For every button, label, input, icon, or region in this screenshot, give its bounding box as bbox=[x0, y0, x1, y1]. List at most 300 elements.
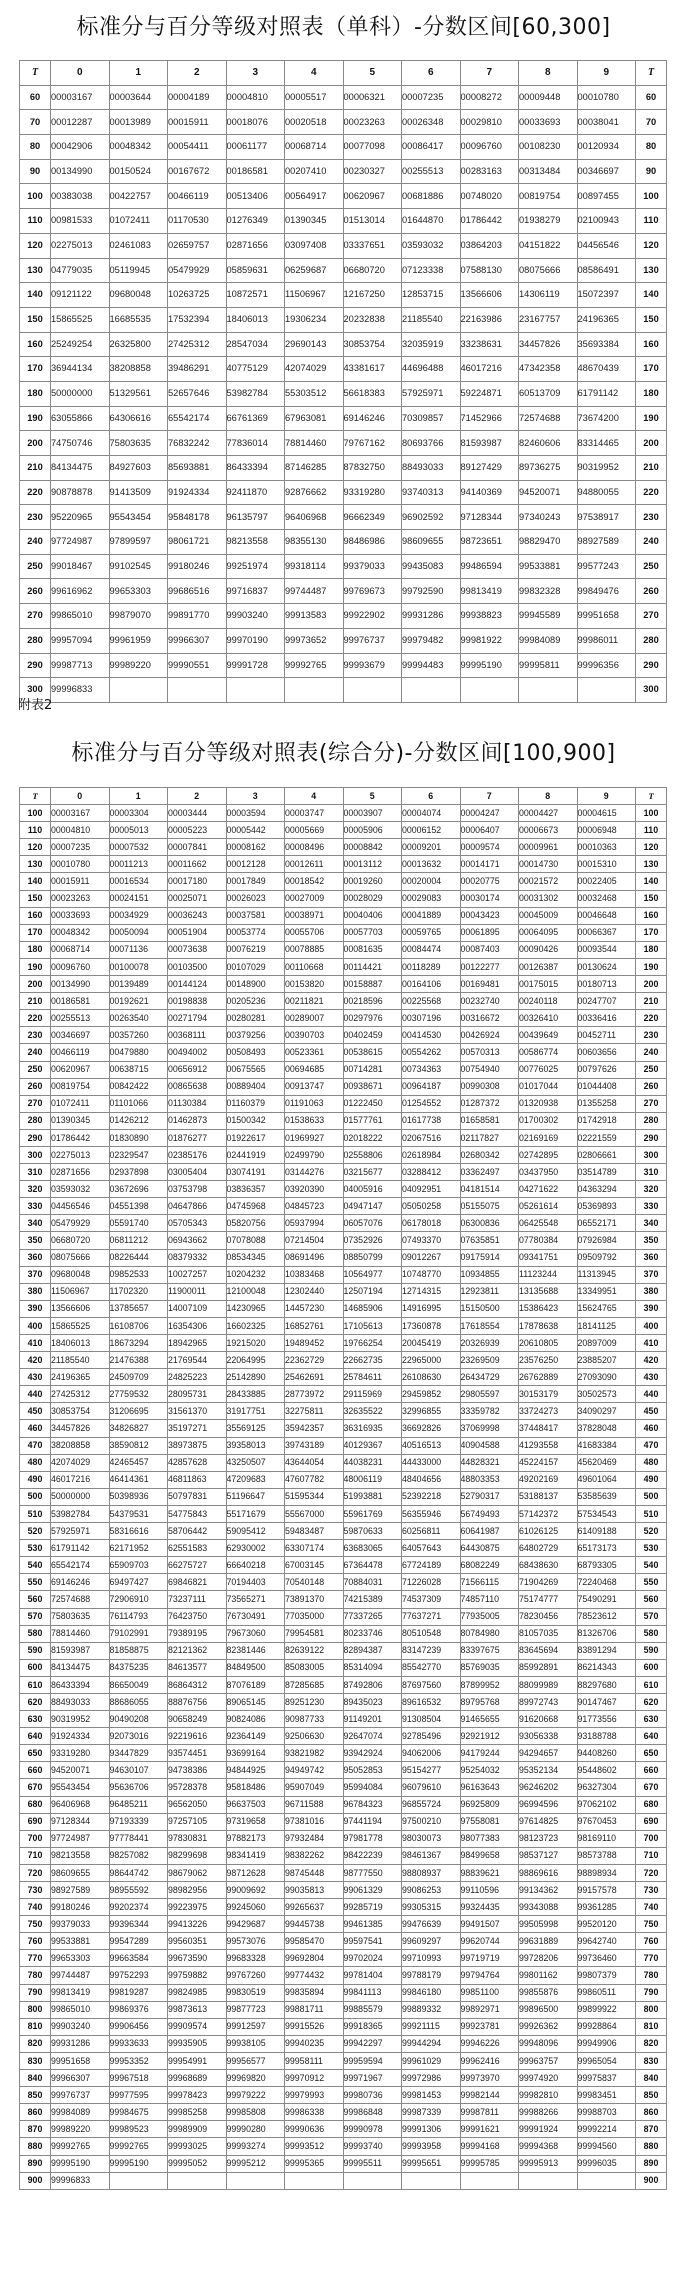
percentile-cell: 00118289 bbox=[402, 958, 461, 975]
percentile-cell: 99995190 bbox=[460, 653, 519, 678]
percentile-cell: 28773972 bbox=[285, 1386, 344, 1403]
percentile-cell: 99609297 bbox=[402, 1933, 461, 1950]
percentile-cell: 00081635 bbox=[343, 941, 402, 958]
percentile-cell: 95052853 bbox=[343, 1762, 402, 1779]
percentile-cell: 00390703 bbox=[285, 1027, 344, 1044]
percentile-cell: 99987339 bbox=[402, 2104, 461, 2121]
percentile-cell: 48404656 bbox=[402, 1471, 461, 1488]
percentile-cell: 99788179 bbox=[402, 1967, 461, 1984]
percentile-cell: 99835894 bbox=[285, 1984, 344, 2001]
percentile-cell: 97538917 bbox=[577, 505, 636, 530]
percentile-cell: 01254552 bbox=[402, 1095, 461, 1112]
table-row bbox=[20, 1659, 667, 1676]
row-label: 890 bbox=[20, 2155, 51, 2172]
percentile-cell: 00230327 bbox=[343, 159, 402, 184]
percentile-cell: 07493370 bbox=[402, 1232, 461, 1249]
percentile-cell: 99245060 bbox=[226, 1899, 285, 1916]
row-label-right: 820 bbox=[636, 2035, 667, 2052]
table-row bbox=[20, 2172, 667, 2189]
percentile-cell: 99995811 bbox=[519, 653, 578, 678]
percentile-cell: 04271622 bbox=[519, 1181, 578, 1198]
percentile-cell: 58316616 bbox=[109, 1523, 168, 1540]
percentile-cell: 13785657 bbox=[109, 1300, 168, 1317]
row-label: 220 bbox=[20, 480, 51, 505]
row-label: 530 bbox=[20, 1540, 51, 1557]
percentile-cell: 05369893 bbox=[577, 1198, 636, 1215]
percentile-cell: 90319952 bbox=[51, 1711, 110, 1728]
row-label: 850 bbox=[20, 2087, 51, 2104]
percentile-cell: 00107029 bbox=[226, 958, 285, 975]
percentile-cell: 00033693 bbox=[51, 907, 110, 924]
percentile-cell: 20897009 bbox=[577, 1335, 636, 1352]
table-row bbox=[20, 431, 667, 456]
percentile-cell: 99949906 bbox=[577, 2035, 636, 2052]
percentile-cell: 56749493 bbox=[460, 1505, 519, 1522]
row-label-right: 510 bbox=[636, 1505, 667, 1522]
percentile-cell: 27759532 bbox=[109, 1386, 168, 1403]
percentile-cell: 99520120 bbox=[577, 1916, 636, 1933]
percentile-cell: 98169110 bbox=[577, 1830, 636, 1847]
percentile-cell: 00126387 bbox=[519, 958, 578, 975]
percentile-cell: 15150500 bbox=[460, 1300, 519, 1317]
row-label: 260 bbox=[20, 579, 51, 604]
percentile-cell: 59483487 bbox=[285, 1523, 344, 1540]
percentile-cell: 71904269 bbox=[519, 1574, 578, 1591]
percentile-cell: 10748770 bbox=[402, 1266, 461, 1283]
row-label: 720 bbox=[20, 1864, 51, 1881]
percentile-cell: 99343088 bbox=[519, 1899, 578, 1916]
percentile-cell: 52392218 bbox=[402, 1488, 461, 1505]
percentile-cell bbox=[109, 2172, 168, 2189]
header-corner: T bbox=[636, 788, 667, 805]
percentile-cell: 00016534 bbox=[109, 873, 168, 890]
percentile-cell: 94880055 bbox=[577, 480, 636, 505]
percentile-cell: 89435023 bbox=[343, 1693, 402, 1710]
percentile-cell: 99832328 bbox=[519, 579, 578, 604]
row-label: 550 bbox=[20, 1574, 51, 1591]
percentile-cell: 00797626 bbox=[577, 1061, 636, 1078]
table-row bbox=[20, 1044, 667, 1061]
row-label: 780 bbox=[20, 1967, 51, 1984]
percentile-cell: 94949742 bbox=[285, 1762, 344, 1779]
percentile-cell: 99921115 bbox=[402, 2018, 461, 2035]
percentile-cell: 67364478 bbox=[343, 1557, 402, 1574]
percentile-cell: 87285685 bbox=[285, 1676, 344, 1693]
table-row bbox=[20, 1061, 667, 1078]
percentile-cell: 66275727 bbox=[168, 1557, 227, 1574]
percentile-cell: 99918365 bbox=[343, 2018, 402, 2035]
percentile-cell: 00066367 bbox=[577, 924, 636, 941]
row-label: 630 bbox=[20, 1711, 51, 1728]
percentile-cell: 99946226 bbox=[460, 2035, 519, 2052]
header-digit: 6 bbox=[402, 61, 461, 86]
percentile-cell: 96079610 bbox=[402, 1779, 461, 1796]
percentile-cell: 99035813 bbox=[285, 1882, 344, 1899]
percentile-cell: 00003644 bbox=[109, 85, 168, 110]
row-label: 280 bbox=[20, 628, 51, 653]
percentile-cell: 99988266 bbox=[519, 2104, 578, 2121]
percentile-cell: 83314465 bbox=[577, 431, 636, 456]
percentile-cell: 39358013 bbox=[226, 1437, 285, 1454]
table-row bbox=[20, 1882, 667, 1899]
percentile-cell: 00005517 bbox=[285, 85, 344, 110]
percentile-cell: 02018222 bbox=[343, 1129, 402, 1146]
percentile-cell: 99994560 bbox=[577, 2138, 636, 2155]
percentile-cell: 00006948 bbox=[577, 822, 636, 839]
percentile-cell: 46017216 bbox=[51, 1471, 110, 1488]
header-digit: 9 bbox=[577, 61, 636, 86]
percentile-cell: 82381446 bbox=[226, 1642, 285, 1659]
row-label: 100 bbox=[20, 805, 51, 822]
percentile-cell bbox=[460, 2172, 519, 2189]
percentile-cell: 93319280 bbox=[343, 480, 402, 505]
percentile-cell: 60256811 bbox=[402, 1523, 461, 1540]
percentile-cell: 05479929 bbox=[51, 1215, 110, 1232]
percentile-cell: 00255513 bbox=[51, 1010, 110, 1027]
percentile-cell: 00964187 bbox=[402, 1078, 461, 1095]
percentile-cell: 01658581 bbox=[460, 1112, 519, 1129]
percentile-cell: 23885207 bbox=[577, 1352, 636, 1369]
percentile-cell: 98982956 bbox=[168, 1882, 227, 1899]
row-label-right: 610 bbox=[636, 1676, 667, 1693]
percentile-cell: 00004427 bbox=[519, 805, 578, 822]
row-label: 130 bbox=[20, 258, 51, 283]
percentile-cell: 02275013 bbox=[51, 233, 110, 258]
percentile-cell: 99379033 bbox=[343, 554, 402, 579]
row-label-right: 450 bbox=[636, 1403, 667, 1420]
row-label-right: 230 bbox=[636, 505, 667, 530]
percentile-cell: 00564917 bbox=[285, 184, 344, 209]
percentile-cell: 65542174 bbox=[168, 406, 227, 431]
percentile-cell: 10263725 bbox=[168, 283, 227, 308]
table-row bbox=[20, 653, 667, 678]
row-label: 280 bbox=[20, 1112, 51, 1129]
percentile-cell: 01786442 bbox=[51, 1129, 110, 1146]
percentile-cell: 98461367 bbox=[402, 1847, 461, 1864]
percentile-cell: 97257105 bbox=[168, 1813, 227, 1830]
percentile-cell: 99954991 bbox=[168, 2052, 227, 2069]
percentile-cell: 99683328 bbox=[226, 1950, 285, 1967]
percentile-cell: 40516513 bbox=[402, 1437, 461, 1454]
percentile-cell: 99977595 bbox=[109, 2087, 168, 2104]
table-row bbox=[20, 579, 667, 604]
header-digit: 4 bbox=[285, 788, 344, 805]
percentile-cell: 99461385 bbox=[343, 1916, 402, 1933]
table-row bbox=[20, 1523, 667, 1540]
percentile-cell: 99995511 bbox=[343, 2155, 402, 2172]
percentile-cell: 57925971 bbox=[402, 381, 461, 406]
percentile-cell: 99958111 bbox=[285, 2052, 344, 2069]
percentile-cell: 99102545 bbox=[109, 554, 168, 579]
percentile-cell: 97193339 bbox=[109, 1813, 168, 1830]
percentile-cell: 52657646 bbox=[168, 381, 227, 406]
percentile-cell: 00055706 bbox=[285, 924, 344, 941]
percentile-cell: 11313945 bbox=[577, 1266, 636, 1283]
percentile-cell: 02937898 bbox=[109, 1164, 168, 1181]
percentile-cell: 00071136 bbox=[109, 941, 168, 958]
header-digit: 0 bbox=[51, 61, 110, 86]
header-digit: 2 bbox=[168, 61, 227, 86]
table-row bbox=[20, 1164, 667, 1181]
percentile-cell: 39486291 bbox=[168, 357, 227, 382]
percentile-cell: 00010363 bbox=[577, 839, 636, 856]
percentile-cell: 88493033 bbox=[51, 1693, 110, 1710]
percentile-cell: 00283163 bbox=[460, 159, 519, 184]
table-row bbox=[20, 678, 667, 703]
percentile-cell: 06259687 bbox=[285, 258, 344, 283]
percentile-cell: 94520071 bbox=[51, 1762, 110, 1779]
percentile-cell: 00076219 bbox=[226, 941, 285, 958]
percentile-cell: 00538615 bbox=[343, 1044, 402, 1061]
percentile-cell: 99965054 bbox=[577, 2052, 636, 2069]
header-digit: 8 bbox=[519, 61, 578, 86]
percentile-cell: 27425312 bbox=[168, 332, 227, 357]
row-label-right: 880 bbox=[636, 2138, 667, 2155]
percentile-cell: 10383468 bbox=[285, 1266, 344, 1283]
percentile-cell: 92073016 bbox=[109, 1728, 168, 1745]
percentile-cell: 99989523 bbox=[109, 2121, 168, 2138]
percentile-cell: 91465655 bbox=[460, 1711, 519, 1728]
row-label: 160 bbox=[20, 907, 51, 924]
percentile-cell: 99987811 bbox=[460, 2104, 519, 2121]
row-label: 600 bbox=[20, 1659, 51, 1676]
percentile-cell: 70540148 bbox=[285, 1574, 344, 1591]
percentile-cell: 99968689 bbox=[168, 2070, 227, 2087]
row-label: 360 bbox=[20, 1249, 51, 1266]
percentile-cell: 99931286 bbox=[402, 604, 461, 629]
percentile-cell: 00026023 bbox=[226, 890, 285, 907]
percentile-cell: 99616962 bbox=[51, 579, 110, 604]
percentile-cell: 68438630 bbox=[519, 1557, 578, 1574]
percentile-cell: 14916995 bbox=[402, 1300, 461, 1317]
percentile-cell: 89616532 bbox=[402, 1693, 461, 1710]
percentile-cell: 00023263 bbox=[51, 890, 110, 907]
table-row bbox=[20, 1796, 667, 1813]
percentile-cell: 20045419 bbox=[402, 1335, 461, 1352]
percentile-cell: 65542174 bbox=[51, 1557, 110, 1574]
percentile-cell: 99995190 bbox=[109, 2155, 168, 2172]
percentile-cell: 00003167 bbox=[51, 85, 110, 110]
percentile-cell: 99982810 bbox=[519, 2087, 578, 2104]
row-label-right: 380 bbox=[636, 1283, 667, 1300]
table-row bbox=[20, 505, 667, 530]
row-label: 110 bbox=[20, 822, 51, 839]
percentile-cell: 59224871 bbox=[460, 381, 519, 406]
percentile-cell: 85314094 bbox=[343, 1659, 402, 1676]
percentile-cell: 00009961 bbox=[519, 839, 578, 856]
percentile-cell: 99953352 bbox=[109, 2052, 168, 2069]
percentile-cell bbox=[109, 678, 168, 703]
percentile-cell: 00620967 bbox=[51, 1061, 110, 1078]
percentile-cell: 66761369 bbox=[226, 406, 285, 431]
percentile-cell: 01969927 bbox=[285, 1129, 344, 1146]
percentile-cell: 67963081 bbox=[285, 406, 344, 431]
row-label-right: 190 bbox=[636, 406, 667, 431]
percentile-cell: 99642740 bbox=[577, 1933, 636, 1950]
percentile-cell: 99710993 bbox=[402, 1950, 461, 1967]
percentile-cell: 14007109 bbox=[168, 1300, 227, 1317]
percentile-cell: 00011662 bbox=[168, 856, 227, 873]
row-label-right: 780 bbox=[636, 1967, 667, 1984]
percentile-cell: 98723651 bbox=[460, 530, 519, 555]
percentile-cell: 00211821 bbox=[285, 993, 344, 1010]
percentile-cell: 99935905 bbox=[168, 2035, 227, 2052]
percentile-cell: 03337651 bbox=[343, 233, 402, 258]
percentile-cell: 33359782 bbox=[460, 1403, 519, 1420]
percentile-cell: 55961769 bbox=[343, 1505, 402, 1522]
percentile-cell: 23269509 bbox=[460, 1352, 519, 1369]
percentile-cell: 99663584 bbox=[109, 1950, 168, 1967]
percentile-cell: 99992214 bbox=[577, 2121, 636, 2138]
row-label: 210 bbox=[20, 993, 51, 1010]
percentile-cell: 00012611 bbox=[285, 856, 344, 873]
row-label: 500 bbox=[20, 1488, 51, 1505]
percentile-cell: 00122277 bbox=[460, 958, 519, 975]
percentile-cell: 90658249 bbox=[168, 1711, 227, 1728]
percentile-cell: 00003907 bbox=[343, 805, 402, 822]
row-label-right: 520 bbox=[636, 1523, 667, 1540]
percentile-cell: 55567000 bbox=[285, 1505, 344, 1522]
row-label-right: 260 bbox=[636, 1078, 667, 1095]
percentile-cell: 00865638 bbox=[168, 1078, 227, 1095]
percentile-cell: 17360878 bbox=[402, 1317, 461, 1334]
percentile-cell: 99993025 bbox=[168, 2138, 227, 2155]
percentile-cell: 74215389 bbox=[343, 1591, 402, 1608]
percentile-cell: 27425312 bbox=[51, 1386, 110, 1403]
row-label-right: 270 bbox=[636, 604, 667, 629]
percentile-cell: 99903240 bbox=[226, 604, 285, 629]
percentile-cell: 00077098 bbox=[343, 135, 402, 160]
percentile-cell: 16354306 bbox=[168, 1317, 227, 1334]
percentile-cell: 99995651 bbox=[402, 2155, 461, 2172]
percentile-cell: 18406013 bbox=[226, 307, 285, 332]
percentile-cell: 98777550 bbox=[343, 1864, 402, 1881]
percentile-cell: 99989220 bbox=[51, 2121, 110, 2138]
percentile-cell: 90147467 bbox=[577, 1693, 636, 1710]
table-row bbox=[20, 1471, 667, 1488]
percentile-cell: 30502573 bbox=[577, 1386, 636, 1403]
percentile-cell: 00307196 bbox=[402, 1010, 461, 1027]
percentile-cell: 71566115 bbox=[460, 1574, 519, 1591]
percentile-cell: 99744487 bbox=[51, 1967, 110, 1984]
percentile-cell: 96902592 bbox=[402, 505, 461, 530]
percentile-cell: 99807379 bbox=[577, 1967, 636, 1984]
row-label-right: 280 bbox=[636, 1112, 667, 1129]
percentile-cell: 01072411 bbox=[51, 1095, 110, 1112]
header-digit: 5 bbox=[343, 61, 402, 86]
percentile-cell: 99767260 bbox=[226, 1967, 285, 1984]
percentile-cell: 88493033 bbox=[402, 456, 461, 481]
percentile-cell: 00005906 bbox=[343, 822, 402, 839]
percentile-cell: 07926984 bbox=[577, 1232, 636, 1249]
row-label: 570 bbox=[20, 1608, 51, 1625]
row-label-right: 460 bbox=[636, 1420, 667, 1437]
percentile-cell: 96994596 bbox=[519, 1796, 578, 1813]
percentile-cell: 00012128 bbox=[226, 856, 285, 873]
percentile-cell: 55171679 bbox=[226, 1505, 285, 1522]
header-digit: 0 bbox=[51, 788, 110, 805]
percentile-cell: 99086253 bbox=[402, 1882, 461, 1899]
percentile-cell: 93740313 bbox=[402, 480, 461, 505]
percentile-cell: 12714315 bbox=[402, 1283, 461, 1300]
percentile-cell: 03514789 bbox=[577, 1164, 636, 1181]
percentile-cell: 00046648 bbox=[577, 907, 636, 924]
percentile-cell: 97500210 bbox=[402, 1813, 461, 1830]
percentile-cell: 59095412 bbox=[226, 1523, 285, 1540]
table-row bbox=[20, 2018, 667, 2035]
percentile-cell: 05050258 bbox=[402, 1198, 461, 1215]
percentile-cell: 80784980 bbox=[460, 1625, 519, 1642]
percentile-cell: 74750746 bbox=[51, 431, 110, 456]
percentile-cell: 00003167 bbox=[51, 805, 110, 822]
percentile-cell: 05479929 bbox=[168, 258, 227, 283]
percentile-cell: 00754940 bbox=[460, 1061, 519, 1078]
percentile-cell: 35197271 bbox=[168, 1420, 227, 1437]
percentile-cell: 99849476 bbox=[577, 579, 636, 604]
percentile-cell: 00024151 bbox=[109, 890, 168, 907]
percentile-cell: 34826827 bbox=[109, 1420, 168, 1437]
percentile-cell: 01170530 bbox=[168, 209, 227, 234]
row-label-right: 700 bbox=[636, 1830, 667, 1847]
table-row bbox=[20, 381, 667, 406]
percentile-cell: 19215020 bbox=[226, 1335, 285, 1352]
percentile-cell: 16685535 bbox=[109, 307, 168, 332]
percentile-cell: 00734363 bbox=[402, 1061, 461, 1078]
percentile-cell: 97340243 bbox=[519, 505, 578, 530]
table-row bbox=[20, 856, 667, 873]
row-label: 150 bbox=[20, 307, 51, 332]
row-label: 340 bbox=[20, 1215, 51, 1232]
percentile-cell: 00034929 bbox=[109, 907, 168, 924]
percentile-cell: 92219616 bbox=[168, 1728, 227, 1745]
percentile-cell: 98955592 bbox=[109, 1882, 168, 1899]
row-label: 200 bbox=[20, 431, 51, 456]
percentile-cell: 79673060 bbox=[226, 1625, 285, 1642]
row-label: 120 bbox=[20, 233, 51, 258]
table-row bbox=[20, 1899, 667, 1916]
percentile-cell: 02742895 bbox=[519, 1146, 578, 1163]
percentile-cell: 79954581 bbox=[285, 1625, 344, 1642]
percentile-cell: 99994483 bbox=[402, 653, 461, 678]
percentile-cell: 34457826 bbox=[519, 332, 578, 357]
table-row bbox=[20, 839, 667, 856]
percentile-cell bbox=[343, 678, 402, 703]
percentile-cell: 84613577 bbox=[168, 1659, 227, 1676]
percentile-cell: 00045009 bbox=[519, 907, 578, 924]
percentile-cell: 00144124 bbox=[168, 976, 227, 993]
percentile-cell: 99979993 bbox=[285, 2087, 344, 2104]
percentile-cell: 00010780 bbox=[51, 856, 110, 873]
table-row bbox=[20, 530, 667, 555]
row-label-right: 210 bbox=[636, 993, 667, 1010]
percentile-cell: 99873613 bbox=[168, 2001, 227, 2018]
percentile-cell: 18141125 bbox=[577, 1317, 636, 1334]
percentile-cell: 00061895 bbox=[460, 924, 519, 941]
table-row bbox=[20, 1283, 667, 1300]
percentile-cell: 30853754 bbox=[343, 332, 402, 357]
percentile-cell: 00313484 bbox=[519, 159, 578, 184]
percentile-cell: 10564977 bbox=[343, 1266, 402, 1283]
percentile-cell: 86864312 bbox=[168, 1676, 227, 1693]
percentile-cell: 00025071 bbox=[168, 890, 227, 907]
percentile-cell: 31917751 bbox=[226, 1403, 285, 1420]
percentile-cell: 99891770 bbox=[168, 604, 227, 629]
percentile-cell: 01390345 bbox=[285, 209, 344, 234]
row-label: 740 bbox=[20, 1899, 51, 1916]
percentile-cell: 99922902 bbox=[343, 604, 402, 629]
percentile-cell: 17532394 bbox=[168, 307, 227, 332]
percentile-cell: 99881711 bbox=[285, 2001, 344, 2018]
